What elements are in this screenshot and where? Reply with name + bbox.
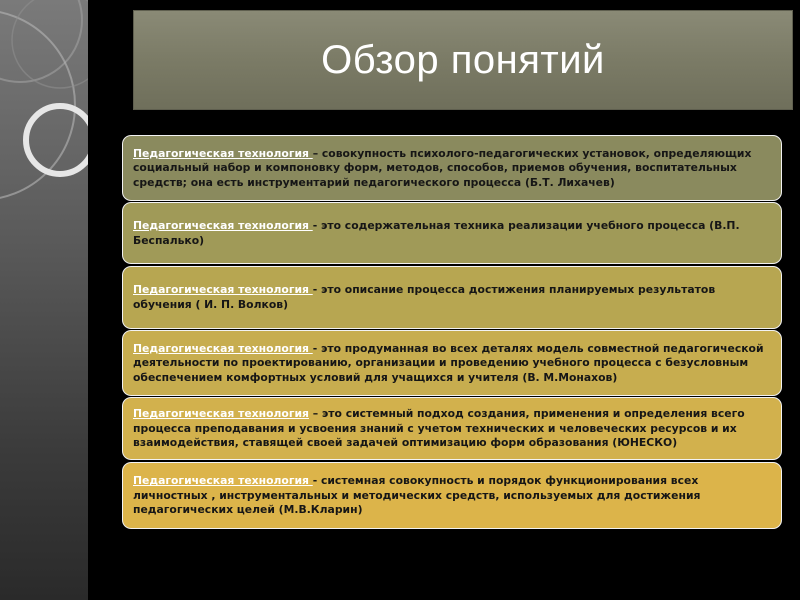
decorative-side-panel [0,0,88,600]
definition-term: Педагогическая технология [133,146,313,160]
definition-box-likhachev [122,135,782,201]
definition-body: - это продуманная во всех деталях модель совместной педагогической деятельности по проектированию, организации и проведению учебного процесса с безусловным обеспечением комфортных условий для учащихся и учителя (В. М.Монахов) [133,341,764,384]
definition-term: Педагогическая технология [133,341,313,355]
definition-box-unesco [122,397,782,460]
definition-body: – совокупность психолого-педагогических установок, определяющих социальный набор и компоновку форм, методов, способов, приемов обучения, воспитательных средств; она есть инструментарий педагогического процесса (Б.Т. Лихачев) [133,146,752,189]
definition-text [133,407,771,451]
definition-text [133,147,771,191]
definition-box-monakhov [122,330,782,396]
definition-term: Педагогическая технология [133,474,313,488]
definition-term: Педагогическая технология [133,407,309,421]
definition-box-bespalko [122,202,782,264]
definition-box-klarin [122,462,782,529]
definition-term: Педагогическая технология [133,283,313,297]
definition-text [133,342,771,386]
page-title: Обзор понятий [321,37,605,82]
definition-body: - это описание процесса достижения планируемых результатов обучения ( И. П. Волков) [133,283,716,311]
definition-text [133,283,771,312]
definition-body: - это содержательная техника реализации учебного процесса (В.П. Беспалько) [133,218,740,247]
decorative-circles [0,0,88,600]
definition-text [133,474,771,518]
definition-box-volkov [122,266,782,329]
title-bar [133,10,793,110]
definition-body: - системная совокупность и порядок функционирования всех личностных , инструментальных и методических средств, используемых для достижения педагогических целей (М.В.Кларин) [133,474,701,517]
definition-body: – это системный подход создания, применения и определения всего процесса преподавания и усвоения знаний с учетом технических и человеческих ресурсов и их взаимодействия, ставящей своей задачей оптимизацию форм образования (ЮНЕСКО) [133,407,745,450]
definition-term: Педагогическая технология [133,218,313,232]
definition-text [133,219,771,248]
